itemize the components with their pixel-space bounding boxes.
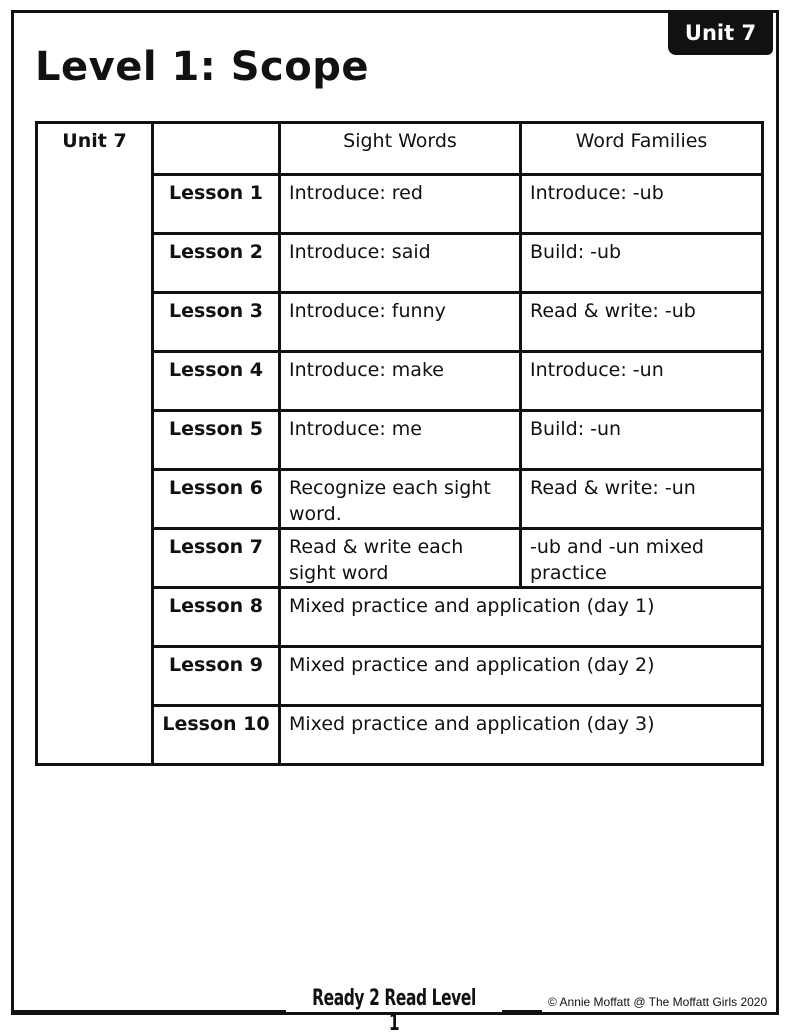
mixed-practice-cell: Mixed practice and application (day 3): [280, 706, 763, 765]
mixed-practice-cell: Mixed practice and application (day 2): [280, 647, 763, 706]
sight-words-cell: Introduce: funny: [280, 293, 521, 352]
lesson-label: Lesson 8: [153, 588, 280, 647]
page-title: Level 1: Scope: [35, 44, 369, 90]
empty-header-cell: [153, 123, 280, 175]
lesson-label: Lesson 5: [153, 411, 280, 470]
word-families-header: Word Families: [521, 123, 763, 175]
sight-words-cell: Recognize each sight word.: [280, 470, 521, 529]
sight-words-cell: Introduce: me: [280, 411, 521, 470]
lesson-label: Lesson 10: [153, 706, 280, 765]
sight-words-header: Sight Words: [280, 123, 521, 175]
footer-brand: Ready 2 Read Level 1: [312, 986, 476, 1036]
word-families-cell: Build: -ub: [521, 234, 763, 293]
word-families-cell: Read & write: -un: [521, 470, 763, 529]
sight-words-cell: Introduce: red: [280, 175, 521, 234]
mixed-practice-cell: Mixed practice and application (day 1): [280, 588, 763, 647]
word-families-cell: Read & write: -ub: [521, 293, 763, 352]
unit-label-cell: Unit 7: [37, 123, 153, 765]
scope-table: [35, 121, 764, 766]
sight-words-cell: Read & write each sight word: [280, 529, 521, 588]
footer-copyright: © Annie Moffatt @ The Moffatt Girls 2020: [548, 995, 768, 1009]
word-families-cell: -ub and -un mixed practice: [521, 529, 763, 588]
lesson-label: Lesson 3: [153, 293, 280, 352]
word-families-cell: Introduce: -un: [521, 352, 763, 411]
word-families-cell: Build: -un: [521, 411, 763, 470]
word-families-cell: Introduce: -ub: [521, 175, 763, 234]
lesson-label: Lesson 1: [153, 175, 280, 234]
footer-rule-right: [502, 1010, 542, 1012]
sight-words-cell: Introduce: make: [280, 352, 521, 411]
lesson-label: Lesson 7: [153, 529, 280, 588]
lesson-label: Lesson 4: [153, 352, 280, 411]
lesson-label: Lesson 6: [153, 470, 280, 529]
footer-rule-left: [14, 1010, 286, 1012]
lesson-label: Lesson 2: [153, 234, 280, 293]
table-header-row: [37, 123, 763, 175]
lesson-label: Lesson 9: [153, 647, 280, 706]
sight-words-cell: Introduce: said: [280, 234, 521, 293]
unit-tab: Unit 7: [668, 10, 773, 55]
